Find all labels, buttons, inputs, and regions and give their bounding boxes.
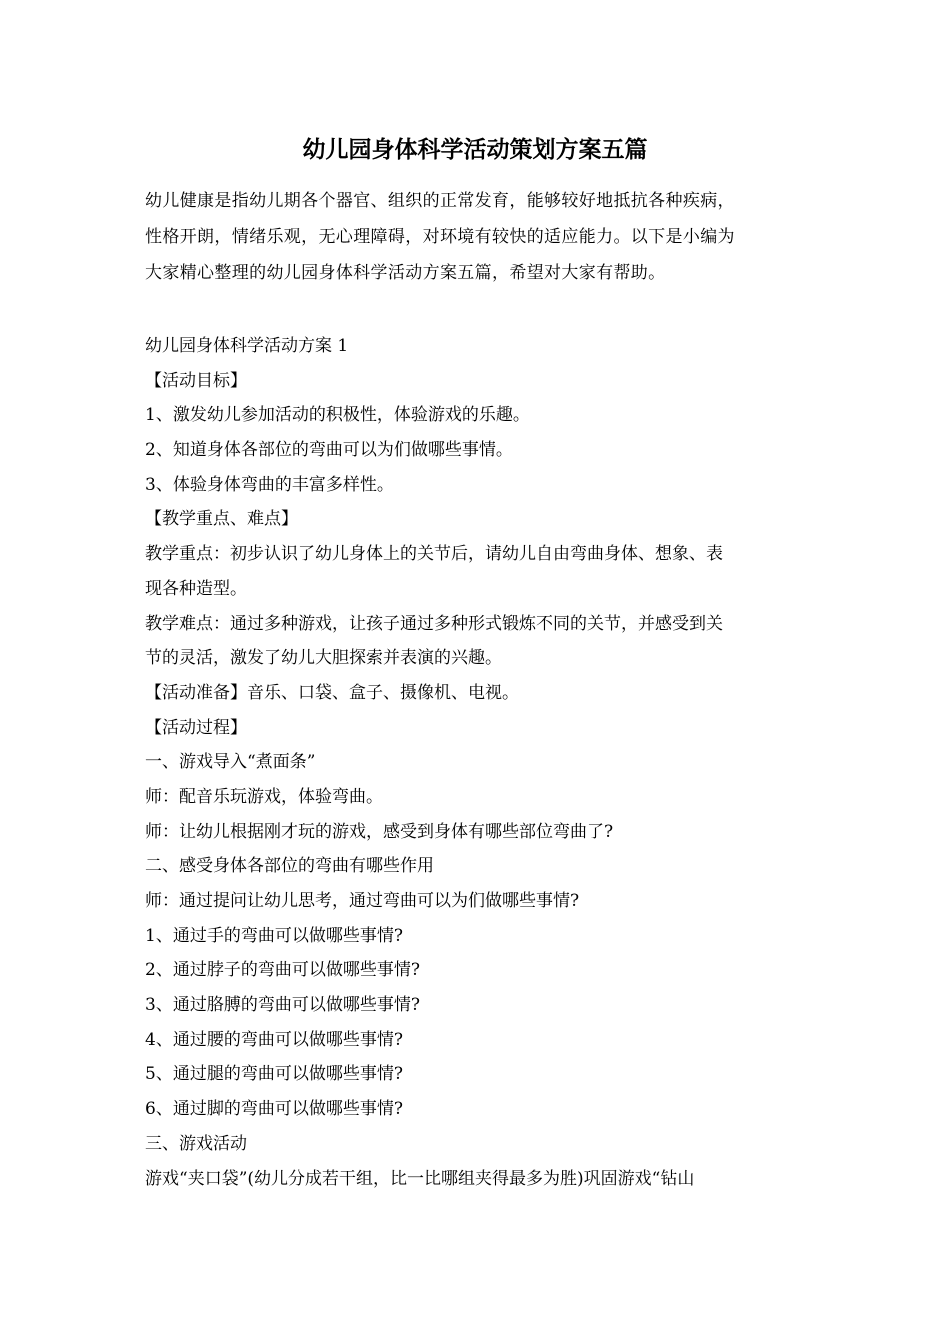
intro-line: 幼儿健康是指幼儿期各个器官、组织的正常发育，能够较好地抵抗各种疾病， [145, 191, 735, 211]
question-item: 3、通过胳膊的弯曲可以做哪些事情? [145, 995, 420, 1016]
process-step-heading: 二、感受身体各部位的弯曲有哪些作用 [145, 856, 434, 877]
section-heading: 幼儿园身体科学活动方案 1 [145, 336, 349, 356]
intro-paragraph [145, 183, 815, 291]
paragraph-line: 师：配音乐玩游戏，体验弯曲。 [145, 786, 383, 807]
subheading-key-points: 【教学重点、难点】 [145, 509, 298, 530]
paragraph-line: 师：让幼儿根据刚才玩的游戏，感受到身体有哪些部位弯曲了? [145, 821, 614, 842]
goal-item: 2、知道身体各部位的弯曲可以为们做哪些事情。 [145, 440, 513, 461]
goal-item: 1、激发幼儿参加活动的积极性，体验游戏的乐趣。 [145, 405, 530, 426]
process-step-heading: 三、游戏活动 [145, 1133, 247, 1154]
question-item: 1、通过手的弯曲可以做哪些事情? [145, 925, 403, 946]
paragraph-line: 游戏“夹口袋”(幼儿分成若干组，比一比哪组夹得最多为胜)巩固游戏“钻山 [145, 1168, 695, 1189]
paragraph-line: 节的灵活，激发了幼儿大胆探索并表演的兴趣。 [145, 648, 502, 669]
paragraph-line: 教学难点：通过多种游戏，让孩子通过多种形式锻炼不同的关节，并感受到关 [145, 613, 723, 634]
paragraph-line: 教学重点：初步认识了幼儿身体上的关节后，请幼儿自由弯曲身体、想象、表 [145, 544, 723, 565]
goal-item: 3、体验身体弯曲的丰富多样性。 [145, 474, 394, 495]
intro-line: 大家精心整理的幼儿园身体科学活动方案五篇，希望对大家有帮助。 [145, 263, 666, 283]
question-item: 4、通过腰的弯曲可以做哪些事情? [145, 1029, 403, 1050]
question-item: 2、通过脖子的弯曲可以做哪些事情? [145, 960, 420, 981]
question-item: 5、通过腿的弯曲可以做哪些事情? [145, 1064, 403, 1085]
question-item: 6、通过脚的弯曲可以做哪些事情? [145, 1099, 403, 1120]
subheading-activity-goals: 【活动目标】 [145, 370, 247, 391]
intro-line: 性格开朗，情绪乐观，无心理障碍，对环境有较快的适应能力。以下是小编为 [145, 227, 735, 247]
activity-preparation: 【活动准备】音乐、口袋、盒子、摄像机、电视。 [145, 682, 519, 703]
subheading-activity-process: 【活动过程】 [145, 717, 247, 738]
paragraph-line: 师：通过提问让幼儿思考，通过弯曲可以为们做哪些事情? [145, 891, 580, 911]
paragraph-line: 现各种造型。 [145, 578, 247, 599]
process-step-heading: 一、游戏导入“煮面条” [145, 752, 316, 773]
document-title: 幼儿园身体科学活动策划方案五篇 [302, 136, 648, 163]
plan-content [145, 329, 815, 1196]
